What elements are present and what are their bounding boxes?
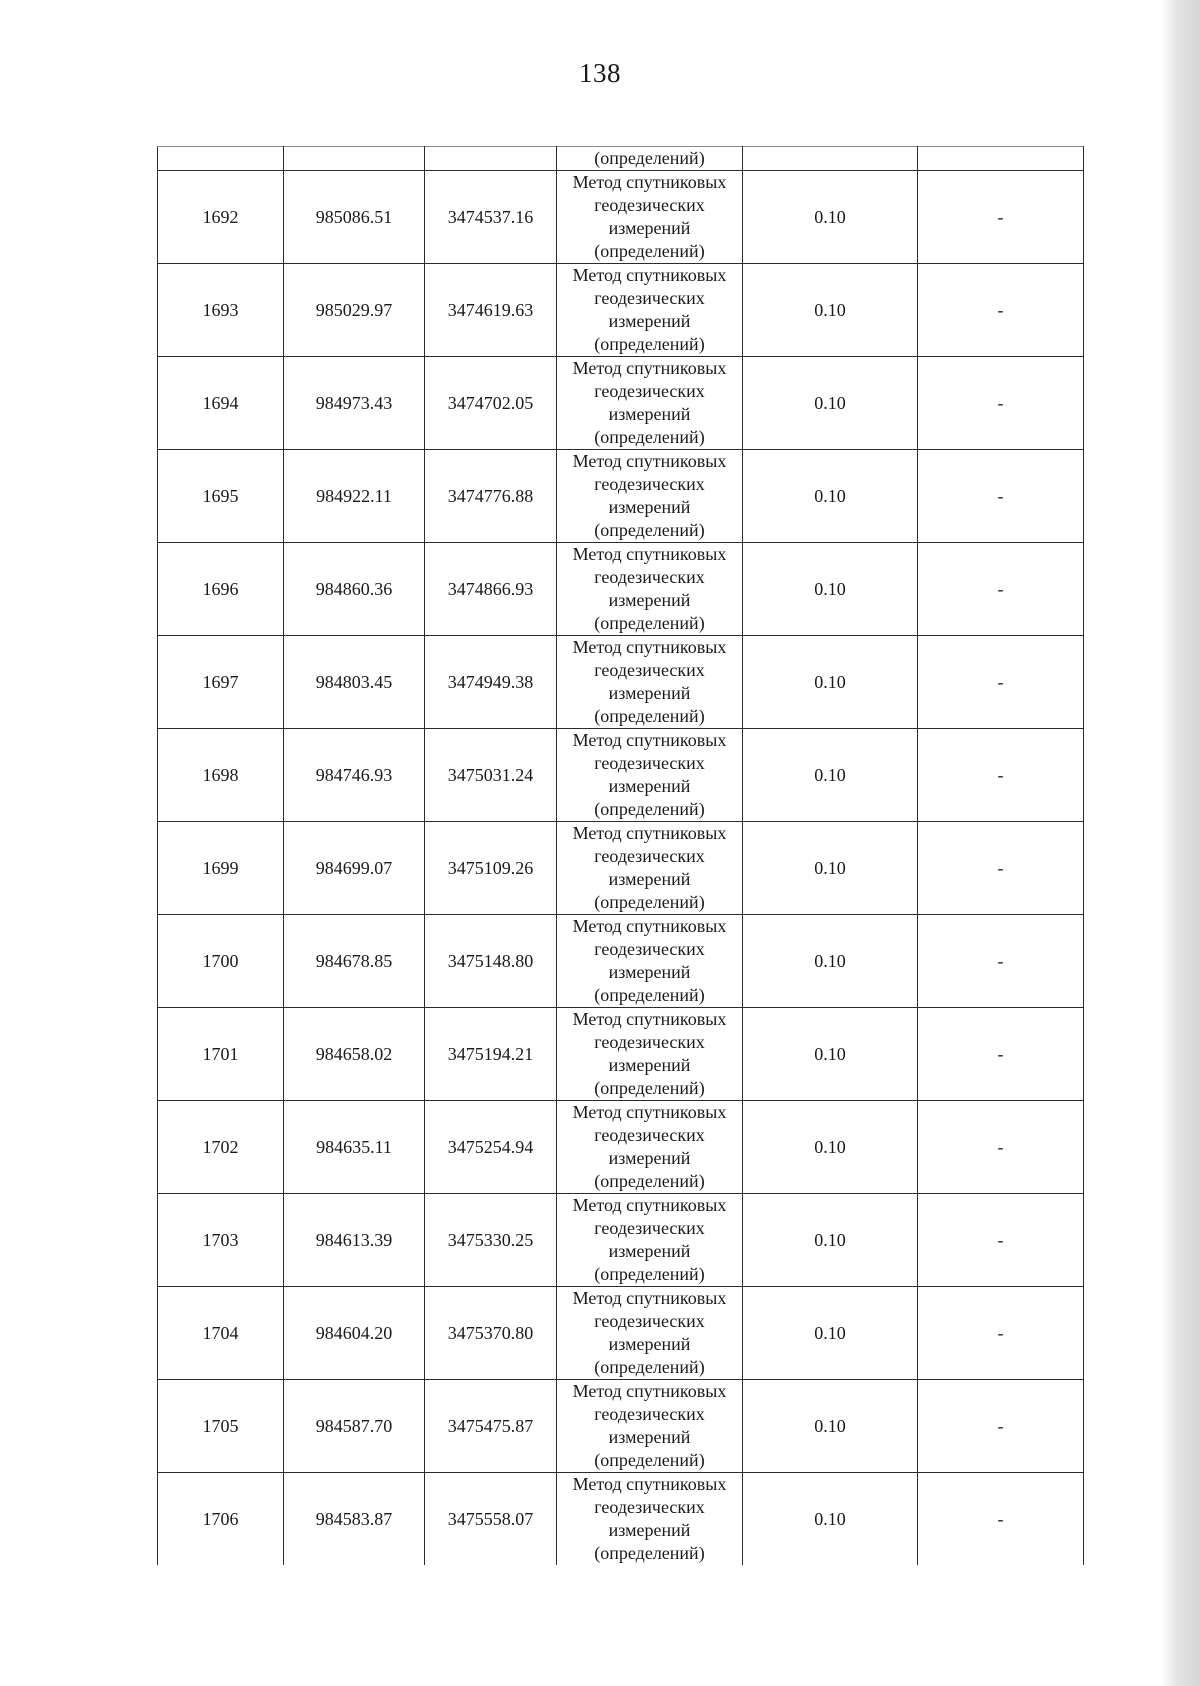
method-text-line: Метод спутниковых	[572, 172, 727, 192]
cell-note: -	[918, 1380, 1084, 1473]
page-edge-shadow	[1162, 0, 1200, 1686]
cell-id: 1698	[158, 729, 284, 822]
cell-accuracy: 0.10	[743, 1380, 918, 1473]
cell-accuracy: 0.10	[743, 1008, 918, 1101]
cell-note: -	[918, 1101, 1084, 1194]
table-row	[158, 543, 1084, 636]
method-text-line: Метод спутниковых	[572, 358, 727, 378]
cell-id: 1701	[158, 1008, 284, 1101]
method-text-line: измерений	[608, 311, 691, 331]
cell-method	[557, 915, 743, 1008]
table-row	[158, 1473, 1084, 1566]
method-text-line: геодезических	[594, 939, 705, 959]
cell-accuracy: 0.10	[743, 171, 918, 264]
cell-method	[557, 171, 743, 264]
cell-y: 3475109.26	[425, 822, 557, 915]
coordinates-table	[157, 146, 1084, 1565]
cell-note: -	[918, 1473, 1084, 1566]
method-text-line: Метод спутниковых	[572, 451, 727, 471]
method-text-line: (определений)	[594, 1264, 705, 1284]
cell-method	[557, 729, 743, 822]
cell-accuracy: 0.10	[743, 450, 918, 543]
method-text-line: геодезических	[594, 474, 705, 494]
table-row	[158, 729, 1084, 822]
cell-x: 985029.97	[284, 264, 425, 357]
cell-y: 3475194.21	[425, 1008, 557, 1101]
cell-method	[557, 1194, 743, 1287]
cell-method	[557, 264, 743, 357]
method-text-line: измерений	[608, 1055, 691, 1075]
cell-accuracy: 0.10	[743, 636, 918, 729]
cell-note: -	[918, 264, 1084, 357]
method-text-line: измерений	[608, 1241, 691, 1261]
cell-x: 984699.07	[284, 822, 425, 915]
method-text-line: измерений	[608, 218, 691, 238]
cell-note	[918, 147, 1084, 171]
cell-note: -	[918, 915, 1084, 1008]
cell-x: 984635.11	[284, 1101, 425, 1194]
cell-note: -	[918, 450, 1084, 543]
method-text-line: геодезических	[594, 753, 705, 773]
cell-id: 1703	[158, 1194, 284, 1287]
method-text-line: геодезических	[594, 660, 705, 680]
cell-accuracy: 0.10	[743, 1194, 918, 1287]
cell-method	[557, 1473, 743, 1566]
cell-accuracy: 0.10	[743, 264, 918, 357]
cell-x: 984583.87	[284, 1473, 425, 1566]
method-text-line: (определений)	[594, 241, 705, 261]
cell-accuracy: 0.10	[743, 1287, 918, 1380]
cell-id: 1693	[158, 264, 284, 357]
cell-x: 984746.93	[284, 729, 425, 822]
cell-y: 3474949.38	[425, 636, 557, 729]
table-row	[158, 915, 1084, 1008]
page-number: 138	[579, 58, 621, 88]
method-text-line: геодезических	[594, 1497, 705, 1517]
cell-x: 984922.11	[284, 450, 425, 543]
method-text-line: измерений	[608, 1520, 691, 1540]
method-text-line: измерений	[608, 497, 691, 517]
method-text-line: измерений	[608, 869, 691, 889]
table-row	[158, 357, 1084, 450]
method-text-line: (определений)	[594, 1078, 705, 1098]
cell-y: 3475031.24	[425, 729, 557, 822]
cell-method	[557, 1287, 743, 1380]
cell-y	[425, 147, 557, 171]
cell-accuracy: 0.10	[743, 1473, 918, 1566]
cell-x: 984973.43	[284, 357, 425, 450]
method-text-line: (определений)	[594, 706, 705, 726]
cell-id: 1706	[158, 1473, 284, 1566]
cell-note: -	[918, 357, 1084, 450]
cell-id: 1704	[158, 1287, 284, 1380]
cell-method: (определений)	[557, 147, 743, 171]
cell-x: 984604.20	[284, 1287, 425, 1380]
cell-method	[557, 450, 743, 543]
cell-y: 3474537.16	[425, 171, 557, 264]
method-text-line: (определений)	[594, 1357, 705, 1377]
method-text-line: (определений)	[594, 1450, 705, 1470]
cell-id: 1700	[158, 915, 284, 1008]
cell-x	[284, 147, 425, 171]
table-row	[158, 636, 1084, 729]
cell-id: 1705	[158, 1380, 284, 1473]
cell-y: 3475558.07	[425, 1473, 557, 1566]
cell-method	[557, 1008, 743, 1101]
cell-note: -	[918, 636, 1084, 729]
cell-note: -	[918, 729, 1084, 822]
method-text-line: (определений)	[594, 613, 705, 633]
cell-x: 984613.39	[284, 1194, 425, 1287]
table-row	[158, 1101, 1084, 1194]
cell-method	[557, 1380, 743, 1473]
cell-id: 1695	[158, 450, 284, 543]
method-text-line: геодезических	[594, 1125, 705, 1145]
table-row	[158, 1287, 1084, 1380]
method-text-line: Метод спутниковых	[572, 730, 727, 750]
method-text-line: измерений	[608, 776, 691, 796]
cell-note: -	[918, 1287, 1084, 1380]
cell-id: 1694	[158, 357, 284, 450]
table-body	[158, 147, 1084, 1566]
cell-accuracy: 0.10	[743, 357, 918, 450]
cell-note: -	[918, 171, 1084, 264]
method-text-line: геодезических	[594, 1032, 705, 1052]
table-row	[158, 1194, 1084, 1287]
cell-x: 984678.85	[284, 915, 425, 1008]
cell-method	[557, 1101, 743, 1194]
method-text-line: геодезических	[594, 1218, 705, 1238]
method-text-line: (определений)	[594, 334, 705, 354]
cell-accuracy: 0.10	[743, 915, 918, 1008]
cell-note: -	[918, 543, 1084, 636]
cell-y: 3475148.80	[425, 915, 557, 1008]
cell-y: 3474866.93	[425, 543, 557, 636]
method-text-line: Метод спутниковых	[572, 1195, 727, 1215]
cell-id: 1699	[158, 822, 284, 915]
cell-accuracy: 0.10	[743, 543, 918, 636]
method-text-line: геодезических	[594, 381, 705, 401]
method-text-line: Метод спутниковых	[572, 265, 727, 285]
method-text-line: Метод спутниковых	[572, 1381, 727, 1401]
cell-id: 1697	[158, 636, 284, 729]
cell-y: 3475330.25	[425, 1194, 557, 1287]
method-text-line: Метод спутниковых	[572, 544, 727, 564]
cell-x: 985086.51	[284, 171, 425, 264]
cell-method	[557, 543, 743, 636]
cell-method	[557, 822, 743, 915]
cell-accuracy	[743, 147, 918, 171]
cell-x: 984587.70	[284, 1380, 425, 1473]
cell-y: 3475254.94	[425, 1101, 557, 1194]
method-text-line: измерений	[608, 1148, 691, 1168]
cell-x: 984860.36	[284, 543, 425, 636]
method-text-line: Метод спутниковых	[572, 1102, 727, 1122]
cell-id	[158, 147, 284, 171]
cell-note: -	[918, 1194, 1084, 1287]
method-text-line: Метод спутниковых	[572, 1474, 727, 1494]
cell-y: 3474619.63	[425, 264, 557, 357]
cell-accuracy: 0.10	[743, 822, 918, 915]
continuation-row	[158, 147, 1084, 171]
cell-y: 3475475.87	[425, 1380, 557, 1473]
cell-x: 984658.02	[284, 1008, 425, 1101]
cell-accuracy: 0.10	[743, 729, 918, 822]
table-row	[158, 171, 1084, 264]
method-text-line: геодезических	[594, 195, 705, 215]
method-text-line: (определений)	[594, 1543, 705, 1563]
method-text-line: Метод спутниковых	[572, 1009, 727, 1029]
method-text-line: геодезических	[594, 846, 705, 866]
cell-method	[557, 636, 743, 729]
method-text-line: измерений	[608, 404, 691, 424]
method-text-line: Метод спутниковых	[572, 637, 727, 657]
cell-id: 1702	[158, 1101, 284, 1194]
method-text-line: (определений)	[594, 520, 705, 540]
table-row	[158, 264, 1084, 357]
cell-note: -	[918, 1008, 1084, 1101]
method-text-line: (определений)	[594, 892, 705, 912]
method-text-line: измерений	[608, 590, 691, 610]
cell-y: 3475370.80	[425, 1287, 557, 1380]
method-text-line: Метод спутниковых	[572, 916, 727, 936]
method-text-line: (определений)	[594, 1171, 705, 1191]
method-text-line: (определений)	[594, 985, 705, 1005]
method-text-line: геодезических	[594, 567, 705, 587]
table-row	[158, 1008, 1084, 1101]
table-row	[158, 1380, 1084, 1473]
method-text-line: геодезических	[594, 288, 705, 308]
method-text-line: (определений)	[594, 427, 705, 447]
cell-accuracy: 0.10	[743, 1101, 918, 1194]
cell-y: 3474702.05	[425, 357, 557, 450]
method-text-line: измерений	[608, 1427, 691, 1447]
cell-method	[557, 357, 743, 450]
method-text-line: Метод спутниковых	[572, 1288, 727, 1308]
cell-note: -	[918, 822, 1084, 915]
method-text-line: (определений)	[594, 799, 705, 819]
cell-x: 984803.45	[284, 636, 425, 729]
cell-id: 1692	[158, 171, 284, 264]
method-text-line: геодезических	[594, 1404, 705, 1424]
method-text-line: измерений	[608, 1334, 691, 1354]
table-row	[158, 822, 1084, 915]
method-text-line: измерений	[608, 683, 691, 703]
method-text-line: измерений	[608, 962, 691, 982]
table-row	[158, 450, 1084, 543]
cell-y: 3474776.88	[425, 450, 557, 543]
cell-id: 1696	[158, 543, 284, 636]
method-text-line: Метод спутниковых	[572, 823, 727, 843]
method-text-line: геодезических	[594, 1311, 705, 1331]
